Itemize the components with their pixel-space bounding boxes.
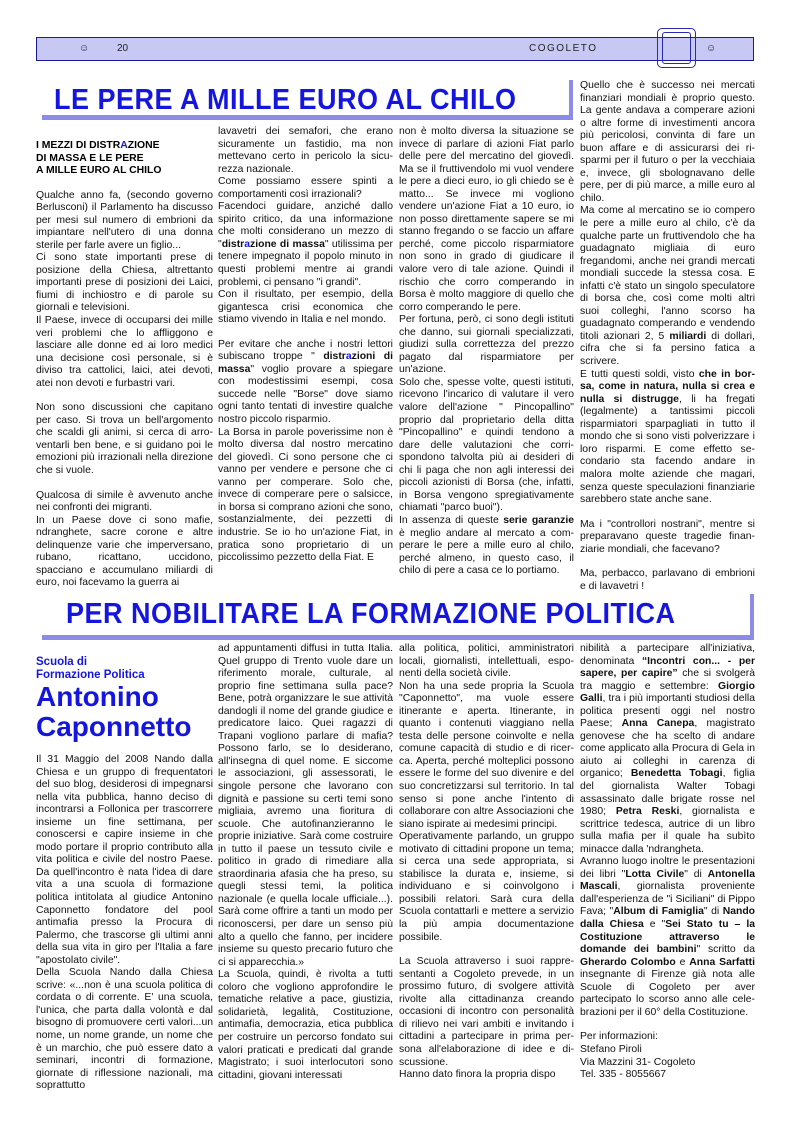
paragraph: nibilità a partecipare all'iniziativa, denominata “Incontri con... - per sapere, per capire” che si svolgerà tra maggio e settembre: Giorgio Galli, tra i più importanti studiosi della politica presenti oggi nel nostro Paese; Anna Canepa, magistrato genovese che ha scelto di andare come applicato alla Procura di Gela in aiuto ai colleghi in carenza di organico; Benedetta Tobagi, figlia del giornalista Walter Tobagi assassinato dalle brigate rosse nel 1980; Petra Reski, giornalista e scrittrice tedesca, autrice di un libro sulla mafia per il quale ha subìto minacce dalla 'ndrangheta. [580,643,756,855]
paragraph: Ci sono state importanti prese di posizione della Chiesa, altrettanto importanti prese di posizioni dei Laici, fiumi di inchiostro e di parole su giornali e televisioni. [36,252,213,314]
article1-headline-box [42,80,573,120]
article1-column-3 [399,126,574,578]
article1-column-4 [580,80,755,593]
article2-column-1 [36,656,213,1093]
contact-label: Per informazioni: [580,1031,658,1043]
paragraph: Operativamente parlando, un gruppo motivato di cittadini propone un tema; si cerca una sede appropriata, si stabilisce la durata e, insieme, si individuano e si coinvolgono i possibili relatori. Sarà cura della Scuola contattarli e mettere a servizio la più ampia documentazione possibile. [399,831,574,943]
paragraph: La Scuola attraverso i suoi rappresentanti a Cogoleto prevede, in un prossimo futuro, di svolgere attività rivolte alla cittadinanza creando occasioni di incontro con personalità di rilievo nei vari ambiti e invitando i cittadini a partecipare in prima persona all'elaborazione di idee e discussione. [399,956,574,1068]
article1-column-1 [36,140,213,590]
paragraph: La Borsa in parole poverissime non è molto diversa dal nostro mercatino del giovedì. Ci sono persone che ci vanno per vendere e persone che ci vanno per comperare. Solo che, invece di comperare pere o salsicce, in borsa si comprano azioni che sono, sostanzialmente, dei pezzetti di industrie. Se io ho un'azione Fiat, in pratica sono proprietario di un piccolissimo pezzetto della Fiat. E [218,426,393,564]
paragraph: Qualche anno fa, (secondo governo Berlusconi) il Parlamento ha discusso per mesi sul numero di embrioni da impiantare nell'utero di una donna sterile per farle avere un figlio... [36,189,213,251]
article2-column-3 [399,643,574,1082]
paragraph: E tutti questi soldi, visto che in borsa, come in natura, nulla si crea e nulla si distrugge, li ha fregati (legalmente) a tantissimi piccoli risparmiatori sparpagliati in tutto il mondo che si sono visti polverizzare i loro risparmi. E come effetto secondario sta facendo andare in malora molte aziende che magari, senza queste speculazioni finanziarie sarebbero state anche sane. [580,368,755,506]
page-header-bar [36,37,754,61]
paragraph: non è molto diversa la situazione se invece di parlare di azioni Fiat parlo delle pere del mercatino del giovedì. Ma se il fruttivendolo mi vuol vendere le pere a dieci euro, io gli chiedo se è matto... Se invece mi vogliono vendere un'azione Fiat a 10 euro, io non posso direttamente sapere se mi stanno fregando o se faccio un affare perché, come piccolo risparmiatore non sono in grado di giudicare il valore vero di tale azione. Quindi il rischio che corro comperando in Borsa è molto maggiore di quello che corro comperando le pere. [399,126,574,313]
paragraph: Della Scuola Nando dalla Chiesa scrive: «...non è una scuola politica di cordata o di corrente. E' una scuola, l'unica, che parta dalla volontà e dal bisogno di promuovere certi valori...un nome, un nome grande, un nome che è un marchio, che può essere dato a seminari, incontri di formazione, giornate di riflessione nazionali, ma soprattutto [36,967,213,1092]
article2-headline: PER NOBILITARE LA FORMAZIONE POLITICA [66,598,676,630]
paragraph: Con il risultato, per esempio, della gigantesca crisi economica che stiamo vivendo in Italia e nel mondo. [218,289,393,326]
paragraph: In assenza di queste serie garanzie è meglio andare al mercato a comperare le pere a mille euro al chilo, perché almeno, in questo caso, il chilo di pere a casa ce lo portiamo. [399,514,574,577]
paragraph: lavavetri dei semafori, che erano sicuramente un fastidio, ma non mettevano certo in pericolo la sicurezza nazionale. [218,126,393,175]
headline-shadow-bottom [42,635,754,640]
paragraph: Il Paese, invece di occuparsi dei mille veri problemi che lo affliggono e lasciare alle donne ed ai loro medici una decisione così personale, si è diviso tra cattolici, laici, atei devoti, atei non devoti e furbastri vari. [36,314,213,389]
article1-column-2 [218,126,393,565]
paragraph: La Scuola, quindi, è rivolta a tutti coloro che vogliono approfondire le tematiche relative a pace, giustizia, solidarietà, legalità, Costituzione, antimafia, democrazia, etica pubblica per costruire un percorso fondato sui valori praticati e predicati dal grande Magistrato; i suoi interlocutori sono cittadini, giovani interessati [218,969,393,1081]
paragraph: Qualcosa di simile è avvenuto anche nei confronti dei migranti. [36,489,213,514]
contact-info [580,1031,755,1081]
paragraph: Hanno dato finora la propria dispo [399,1069,556,1081]
paragraph: Per fortuna, però, ci sono degli istituti che danno, sui giornali specializzati, giudizi sulla correttezza del prezzo pagato dal risparmiatore per un'azione. [399,314,574,376]
school-label: Scuola di Formazione Politica [36,656,145,681]
article2-column-2 [218,643,393,1082]
article1-subheading: I MEZZI DI DISTRAZIONE DI MASSA E LE PERE A MILLE EURO AL CHILO [36,140,162,176]
headline-shadow-bottom [42,115,573,120]
section-title: COGOLETO [529,43,598,54]
paragraph: In un Paese dove ci sono mafie, ndranghete, sacre corone e altre delinquenze varie che imperversano, rubano, ricattano, uccidono, spacciano e accumulano miliardi di euro, noi facevamo la guerra ai [36,514,213,589]
paragraph: Ma i "controllori nostrani", mentre si preparavano queste tragedie finanziarie mondiali, che facevano? [580,518,755,555]
paragraph: Il 31 Maggio del 2008 Nando dalla Chiesa e un gruppo di frequentatori del suo blog, desiderosi di impegnarsi nella vita pubblica, hanno deciso di incontrarsi a Follonica per trascorrere insieme un fine settimana, per conoscersi e capire insieme in che modo portare il proprio contributo alla vita politica e civile del nostro Paese. Da quell'incontro è nata l'idea di dare vita a una scuola di formazione politica intitolata al giudice Antonino Caponnetto fondatore del pool antimafia presso la Procura di Palermo, che trascorse gli ultimi anni della sua vita in giro per l'Italia a fare "apostolato civile". [36,754,213,966]
paragraph: Per evitare che anche i nostri lettori subiscano troppe " distrazioni di massa" voglio provare a spiegare con modestissimi esempi, cosa succede nelle "Borse" dove siamo ogni tanto tentati di investire qualche nostro piccolo risparmio. [218,338,393,426]
paragraph: Non ha una sede propria la Scuola "Caponnetto", ma vuole essere itinerante e aperta. Itinerante, in quanto i contenuti viaggiano nella testa delle persone coinvolte e nella comune capacità di studio e di ricerca. Aperta, perché molteplici possono essere le forme del suo divenire e del suo concretizzarsi sul territorio. In tal senso si pone anche l'intento di collaborare con altre Associazioni che siano ispirate ai medesimi principi. [399,680,574,830]
paragraph: Facendoci guidare, anziché dallo spirito critico, da una informazione che molti considerano un mezzo di "distrazione di massa" utilissima per tenere impegnato il popolo minuto in questi problemi mentre ai grandi problemi, ci pensano "i grandi". [218,201,393,288]
article2-headline-box [42,594,754,640]
paragraph: Come possiamo essere spinti a comportamenti così irrazionali? [218,176,393,200]
paragraph: alla politica, politici, amministratori locali, giornalisti, intellettuali, esponenti della società civile. [399,643,574,680]
decorative-square-icon [657,28,696,68]
paragraph: Ma come al mercatino se io compero le pere a mille euro al chilo, c'è da qualche parte un fruttivendolo che ha guadagnato migliaia di euro fregandomi, anche nei grandi mercati mondiali succede la stessa cosa. E infatti c'è stato un singolo speculatore di borsa che, così come molti altri suoi colleghi, l'anno scorso ha guadagnato comperando e vendendo titoli azionari 2, 5 miliardi di dollari, cifra che si fa persino fatica a scrivere. [580,205,755,368]
smiley-icon: ☺ [79,43,90,54]
article2-column-4 [580,643,755,1082]
paragraph: Quello che è successo nei mercati finanziari mondiali è proprio questo. La gente andava a comperare azioni o altre forme di investimenti ancora più pericolosi, convinta di fare un buon affare e di assicurarsi dei risparmi per il futuro o per la vecchiaia e, invece, gli sbolognavano delle pere, per di più marce, a mille euro al chilo. [580,80,755,204]
paragraph: Solo che, spesse volte, questi istituti, ricevono l'incarico di valutare il vero valore dell'azione " Pincopallino" proprio dal proprietario della ditta "Pincopallino" e quindi tendono a dare delle valutazioni che corrispondono talvolta più ai desideri di chi li paga che non agli interessi dei piccoli azionisti di Borsa (che, infatti, in Borsa vengono spregiativamente chiamati "parco buoi"). [399,376,574,514]
headline-shadow-right [750,594,754,640]
page-number: 20 [117,43,129,54]
paragraph: ad appuntamenti diffusi in tutta Italia. Quel gruppo di Trento vuole dare un riferimento morale, culturale, al proprio fine settimana sulla pace? Bene, potrà organizzare le sue attività dandogli il nome del grande giudice e predicatore laico. Quei ragazzi di Trapani vogliono parlare di mafia? Possono farlo, se lo desiderano, all'insegna di quel nome. E siccome le associazioni, gli assessorati, le singole persone che lavorano con dignità e passione su certi temi sono migliaia, avremo una fioritura di scuole. Che autofinanzieranno le proprie iniziative. Sarà come costruire in tutto il paese un tessuto civile e politico in grado di rimediare alla straordinaria afasia che ha preso, su quegli stessi temi, la politica nazionale (e quella locale ufficiale...). Sarà come offrire a tanti un modo per riconoscersi, per dare un senso più alto a quello che fanno, per incidere insieme su questo precario futuro che ci si apparecchia.» [218,643,393,968]
paragraph: Ma, perbacco, parlavano di embrioni e di lavavetri ! [580,568,755,592]
article1-headline: LE PERE A MILLE EURO AL CHILO [54,84,517,116]
contact-name: Stefano Piroli [580,1043,642,1055]
paragraph: Avranno luogo inoltre le presentazioni dei libri "Lotta Civile" di Antonella Mascali, giornalista proveniente dall'esperienza de "i Siciliani" di Pippo Fava; "Album di Famiglia" di Nando dalla Chiesa e "Sei Stato tu – la Costituzione attraverso le domande dei bambini" scritto da Gherardo Colombo e Anna Sarfatti insegnante di Firenze già nota alle Scuole di Cogoleto per aver partecipato lo scorso anno alle celebrazioni per il 60° della Costituzione. [580,856,756,1018]
paragraph: Non sono discussioni che capitano per caso. Si trova un bell'argomento che scaldi gli animi, si cerca di arroventarli ben bene, e si guidano poi le emozioni più irrazionali nella direzione che si vuole. [36,402,213,476]
school-name: Antonino Caponnetto [36,681,192,742]
contact-phone: Tel. 335 - 8055667 [580,1069,667,1081]
contact-address: Via Mazzini 31- Cogoleto [580,1056,696,1068]
smiley-icon: ☺ [706,43,717,54]
headline-shadow-right [569,80,573,120]
